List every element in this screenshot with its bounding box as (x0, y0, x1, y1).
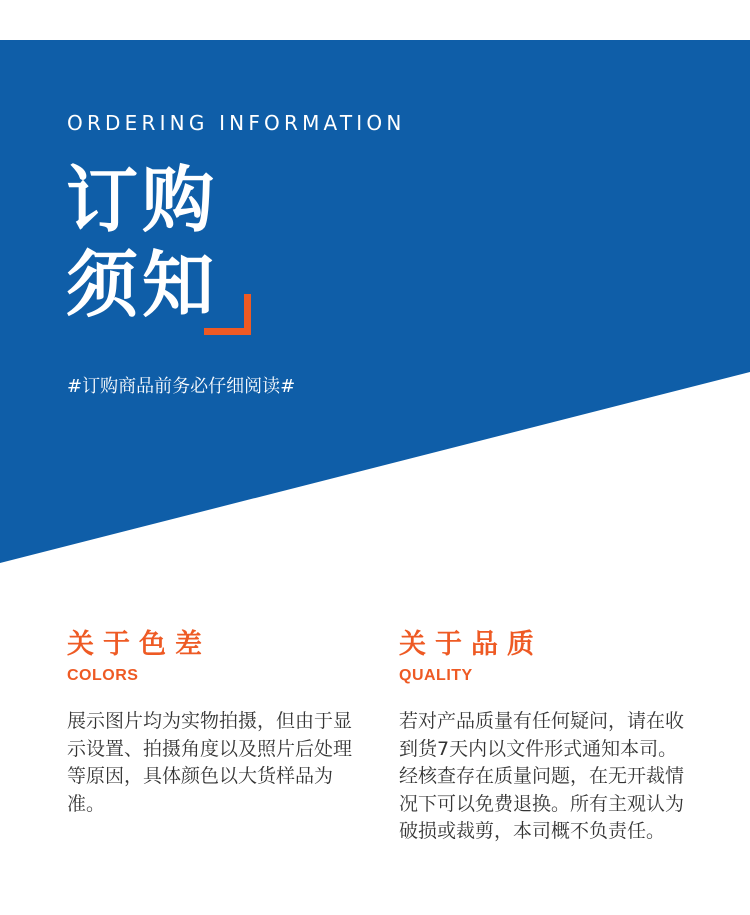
hero-title-line-2: 须知 (66, 243, 219, 327)
colors-section-title: 关于色差 (67, 629, 211, 660)
quality-section-subtitle: QUALITY (399, 667, 473, 684)
quality-section-title: 关于品质 (399, 629, 543, 660)
colors-section-subtitle: COLORS (67, 667, 139, 684)
quality-section-body: 若对产品质量有任何疑问，请在收到货7天内以文件形式通知本司。经核查存在质量问题，在无开裁情况下可以免费退换。所有主观认为破损或裁剪，本司概不负责任。 (399, 710, 685, 842)
hero-tagline: #订购商品前务必仔细阅读# (67, 376, 296, 397)
colors-section-body: 展示图片均为实物拍摄，但由于显示设置、拍摄角度以及照片后处理等原因，具体颜色以大货样品为准。 (67, 710, 353, 815)
hero-title-line-1: 订购 (66, 158, 219, 242)
corner-bracket-icon (204, 294, 251, 335)
hero-subtitle-en: ORDERING INFORMATION (67, 111, 406, 135)
